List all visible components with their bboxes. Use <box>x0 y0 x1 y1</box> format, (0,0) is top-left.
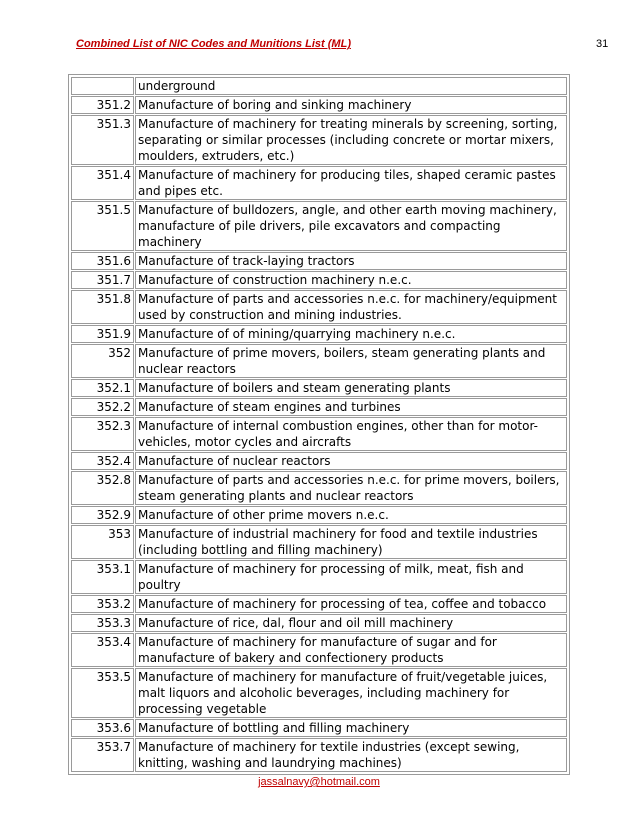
nic-code-cell: 352.3 <box>71 417 134 451</box>
table-row <box>71 471 567 505</box>
description-cell: Manufacture of machinery for processing of tea, coffee and tobacco <box>135 595 567 613</box>
table-row <box>71 452 567 470</box>
nic-code-cell: 351.7 <box>71 271 134 289</box>
description-cell: Manufacture of other prime movers n.e.c. <box>135 506 567 524</box>
description-cell: Manufacture of nuclear reactors <box>135 452 567 470</box>
nic-code-table <box>70 76 568 773</box>
nic-code-cell <box>71 77 134 95</box>
description-cell: Manufacture of parts and accessories n.e.c. for prime movers, boilers, steam generating plants and nuclear reactors <box>135 471 567 505</box>
description-cell: Manufacture of track-laying tractors <box>135 252 567 270</box>
nic-code-cell: 352.2 <box>71 398 134 416</box>
table-row <box>71 595 567 613</box>
table-row <box>71 379 567 397</box>
description-cell: Manufacture of steam engines and turbines <box>135 398 567 416</box>
description-cell: Manufacture of parts and accessories n.e.c. for machinery/equipment used by construction and mining industries. <box>135 290 567 324</box>
description-cell: Manufacture of bottling and filling machinery <box>135 719 567 737</box>
nic-code-cell: 352.9 <box>71 506 134 524</box>
table-row <box>71 115 567 165</box>
table-row <box>71 290 567 324</box>
description-cell: Manufacture of machinery for textile industries (except sewing, knitting, washing and laundrying machines) <box>135 738 567 772</box>
table-row <box>71 506 567 524</box>
footer-email: jassalnavy@hotmail.com <box>258 776 380 788</box>
table-row <box>71 719 567 737</box>
nic-code-cell: 351.2 <box>71 96 134 114</box>
nic-code-cell: 352.1 <box>71 379 134 397</box>
nic-code-cell: 351.8 <box>71 290 134 324</box>
nic-code-cell: 353.6 <box>71 719 134 737</box>
table-row <box>71 325 567 343</box>
table-row <box>71 668 567 718</box>
nic-code-table-body <box>71 77 567 772</box>
table-row <box>71 417 567 451</box>
table-row <box>71 96 567 114</box>
nic-code-table-container <box>68 74 570 775</box>
description-cell: Manufacture of boring and sinking machinery <box>135 96 567 114</box>
table-row <box>71 77 567 95</box>
table-row <box>71 525 567 559</box>
nic-code-cell: 351.3 <box>71 115 134 165</box>
description-cell: Manufacture of machinery for manufacture of fruit/vegetable juices, malt liquors and alcoholic beverages, including machinery for processing vegetable <box>135 668 567 718</box>
table-row <box>71 738 567 772</box>
nic-code-cell: 352.8 <box>71 471 134 505</box>
description-cell: Manufacture of machinery for treating minerals by screening, sorting, separating or similar processes (including concrete or mortar mixers, moulders, extruders, etc.) <box>135 115 567 165</box>
description-cell: Manufacture of bulldozers, angle, and other earth moving machinery, manufacture of pile drivers, pile excavators and compacting machinery <box>135 201 567 251</box>
table-row <box>71 252 567 270</box>
nic-code-cell: 353.4 <box>71 633 134 667</box>
nic-code-cell: 353.1 <box>71 560 134 594</box>
table-row <box>71 614 567 632</box>
table-row <box>71 560 567 594</box>
description-cell: Manufacture of boilers and steam generating plants <box>135 379 567 397</box>
description-cell: Manufacture of prime movers, boilers, steam generating plants and nuclear reactors <box>135 344 567 378</box>
nic-code-cell: 351.5 <box>71 201 134 251</box>
nic-code-cell: 353.3 <box>71 614 134 632</box>
description-cell: Manufacture of internal combustion engines, other than for motor-vehicles, motor cycles and aircrafts <box>135 417 567 451</box>
nic-code-cell: 353.7 <box>71 738 134 772</box>
table-row <box>71 398 567 416</box>
description-cell: Manufacture of construction machinery n.e.c. <box>135 271 567 289</box>
description-cell: Manufacture of rice, dal, flour and oil mill machinery <box>135 614 567 632</box>
header-title: Combined List of NIC Codes and Munitions List (ML) <box>76 38 351 50</box>
table-row <box>71 271 567 289</box>
description-cell: Manufacture of of mining/quarrying machinery n.e.c. <box>135 325 567 343</box>
page-number: 31 <box>596 38 609 50</box>
nic-code-cell: 352 <box>71 344 134 378</box>
description-cell: underground <box>135 77 567 95</box>
description-cell: Manufacture of machinery for processing of milk, meat, fish and poultry <box>135 560 567 594</box>
nic-code-cell: 351.4 <box>71 166 134 200</box>
description-cell: Manufacture of machinery for producing tiles, shaped ceramic pastes and pipes etc. <box>135 166 567 200</box>
description-cell: Manufacture of industrial machinery for food and textile industries (including bottling and filling machinery) <box>135 525 567 559</box>
table-row <box>71 166 567 200</box>
nic-code-cell: 351.6 <box>71 252 134 270</box>
table-row <box>71 344 567 378</box>
nic-code-cell: 353 <box>71 525 134 559</box>
table-row <box>71 633 567 667</box>
nic-code-cell: 353.5 <box>71 668 134 718</box>
nic-code-cell: 353.2 <box>71 595 134 613</box>
table-row <box>71 201 567 251</box>
nic-code-cell: 351.9 <box>71 325 134 343</box>
description-cell: Manufacture of machinery for manufacture of sugar and for manufacture of bakery and confectionery products <box>135 633 567 667</box>
nic-code-cell: 352.4 <box>71 452 134 470</box>
